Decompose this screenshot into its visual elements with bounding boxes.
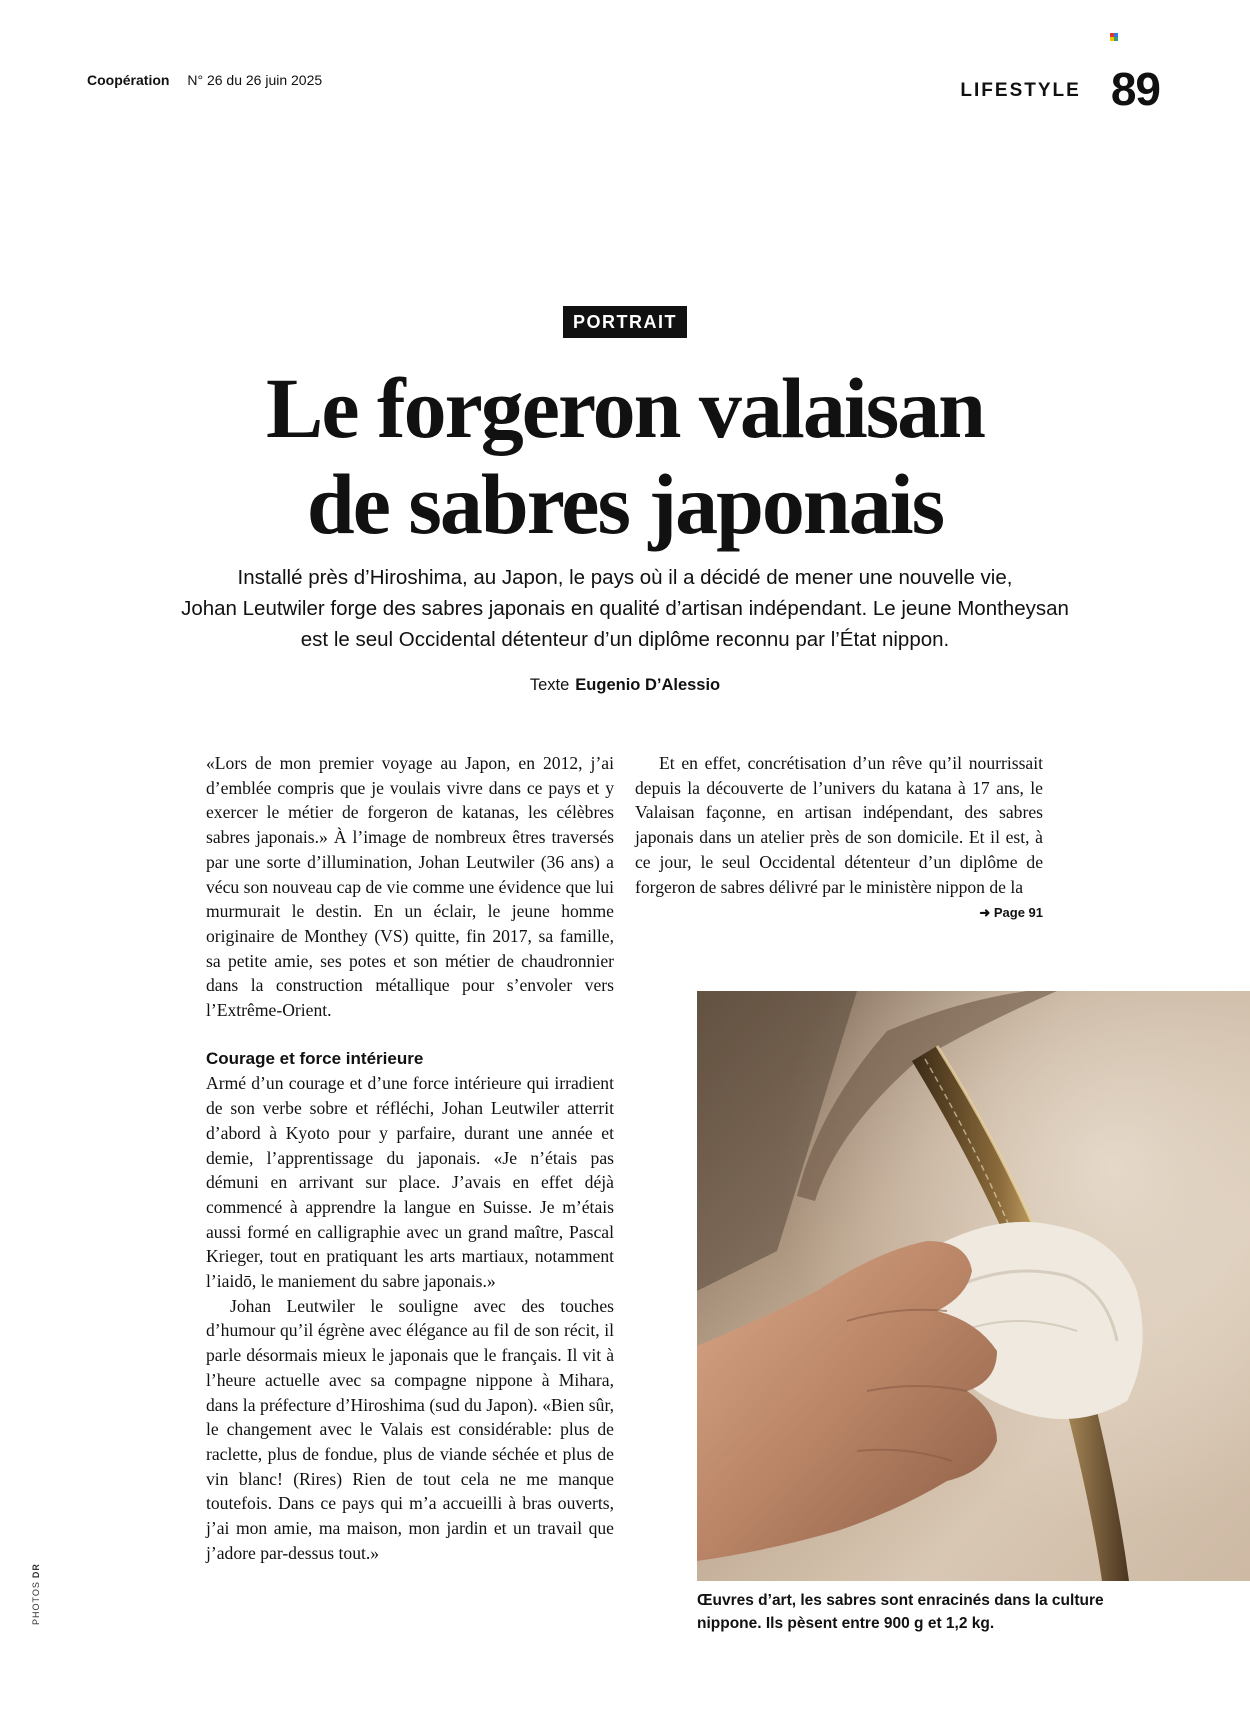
paragraph-3: Johan Leutwiler le souligne avec des touches d’humour qu’il égrène avec élégance au fil de son récit, il parle désormais mieux le japonais que le français. Il vit à l’heure actuelle avec sa compagne nippone à Mihara, dans la préfecture d’Hiroshima (sud du Japon). «Bien sûr, le changement avec le Valais est considérable: plus de raclette, plus de fondue, plus de viande séchée et plus de vin blanc! (Rires) Rien de tout cela ne me manque toutefois. Dans ce pays qui m’a accueilli à bras ouverts, j’ai mon amie, ma maison, mon jardin et un travail que j’adore par-dessus tout.» <box>206 1295 614 1563</box>
byline-author: Eugenio D’Alessio <box>575 676 721 694</box>
continued-link[interactable]: ➜ Page 91 <box>979 905 1043 921</box>
sword-polishing-image <box>697 991 1250 1581</box>
publication-name: Coopération <box>87 72 170 88</box>
page-header-right <box>960 63 1160 115</box>
article-column-1 <box>206 751 614 1566</box>
kicker-container <box>0 306 1250 338</box>
headline-line-2: de sabres japonais <box>306 456 944 552</box>
kicker-label: PORTRAIT <box>563 306 687 338</box>
paragraph-4-text: Et en effet, concrétisation d’un rêve qu’il nourrissait depuis la découverte de l’univers du katana à 17 ans, le Valaisan façonne, en artisan indépendant, des sabres japonais dans un atelier près de son domicile. Et il est, à ce jour, le seul Occidental détenteur d’un diplôme de forgeron de sabres délivré par le ministère nippon de la <box>635 753 1043 897</box>
page-header-left <box>87 72 322 88</box>
paragraph-4 <box>635 751 1043 921</box>
article-column-2 <box>635 751 1043 926</box>
photo-credit <box>31 1563 41 1625</box>
credit-value: DR <box>31 1563 41 1579</box>
section-name: LIFESTYLE <box>960 80 1081 101</box>
paragraph-2: Armé d’un courage et d’une force intérieure qui irradient de son verbe sobre et réfléchi, Johan Leutwiler atterrit d’abord à Kyoto pour y parfaire, durant une année et demie, l’apprentissage du japonais. «Je n’étais pas démuni en arrivant sur place. J’avais en effet déjà commencé à apprendre la langue en Suisse. Je m’étais aussi formé en calligraphie avec un grand maître, Pascal Krieger, tout en pratiquant les arts martiaux, notamment l’iaidō, le maniement du sabre japonais.» <box>206 1073 614 1292</box>
issue-info: N° 26 du 26 juin 2025 <box>187 72 323 88</box>
standfirst-line-2: Johan Leutwiler forge des sabres japonais en qualité d’artisan indépendant. Le jeune Montheysan <box>181 597 1069 620</box>
photo-caption: Œuvres d’art, les sabres sont enracinés dans la culture nippone. Ils pèsent entre 900 g et 1,2 kg. <box>697 1592 1104 1632</box>
print-color-mark <box>1110 33 1118 41</box>
standfirst-line-1: Installé près d’Hiroshima, au Japon, le pays où il a décidé de mener une nouvelle vie, <box>237 566 1013 589</box>
paragraph-1: «Lors de mon premier voyage au Japon, en 2012, j’ai d’emblée compris que je voulais vivre dans ce pays et y exercer le métier de forgeron de katanas, les célèbres sabres japonais.» À l’image de nombreux êtres traversés par une sorte d’illumination, Johan Leutwiler (36 ans) a vécu son nouveau cap de vie comme une évidence que lui murmurait le destin. En un éclair, le jeune homme originaire de Monthey (VS) quitte, fin 2017, sa famille, sa petite amie, ses potes et son métier de chaudronnier dans la construction métallique pour s’envoler vers l’Extrême-Orient. <box>206 753 614 1021</box>
article-photo <box>697 991 1250 1581</box>
headline <box>0 360 1250 552</box>
headline-line-1: Le forgeron valaisan <box>265 360 985 456</box>
page-number: 89 <box>1110 63 1160 115</box>
subhead: Courage et force intérieure <box>206 1048 424 1068</box>
byline <box>0 676 1250 695</box>
standfirst-line-3: est le seul Occidental détenteur d’un diplôme reconnu par l’État nippon. <box>300 628 950 651</box>
credit-label: PHOTOS <box>31 1581 41 1625</box>
standfirst <box>0 562 1250 655</box>
byline-label: Texte <box>529 676 570 694</box>
